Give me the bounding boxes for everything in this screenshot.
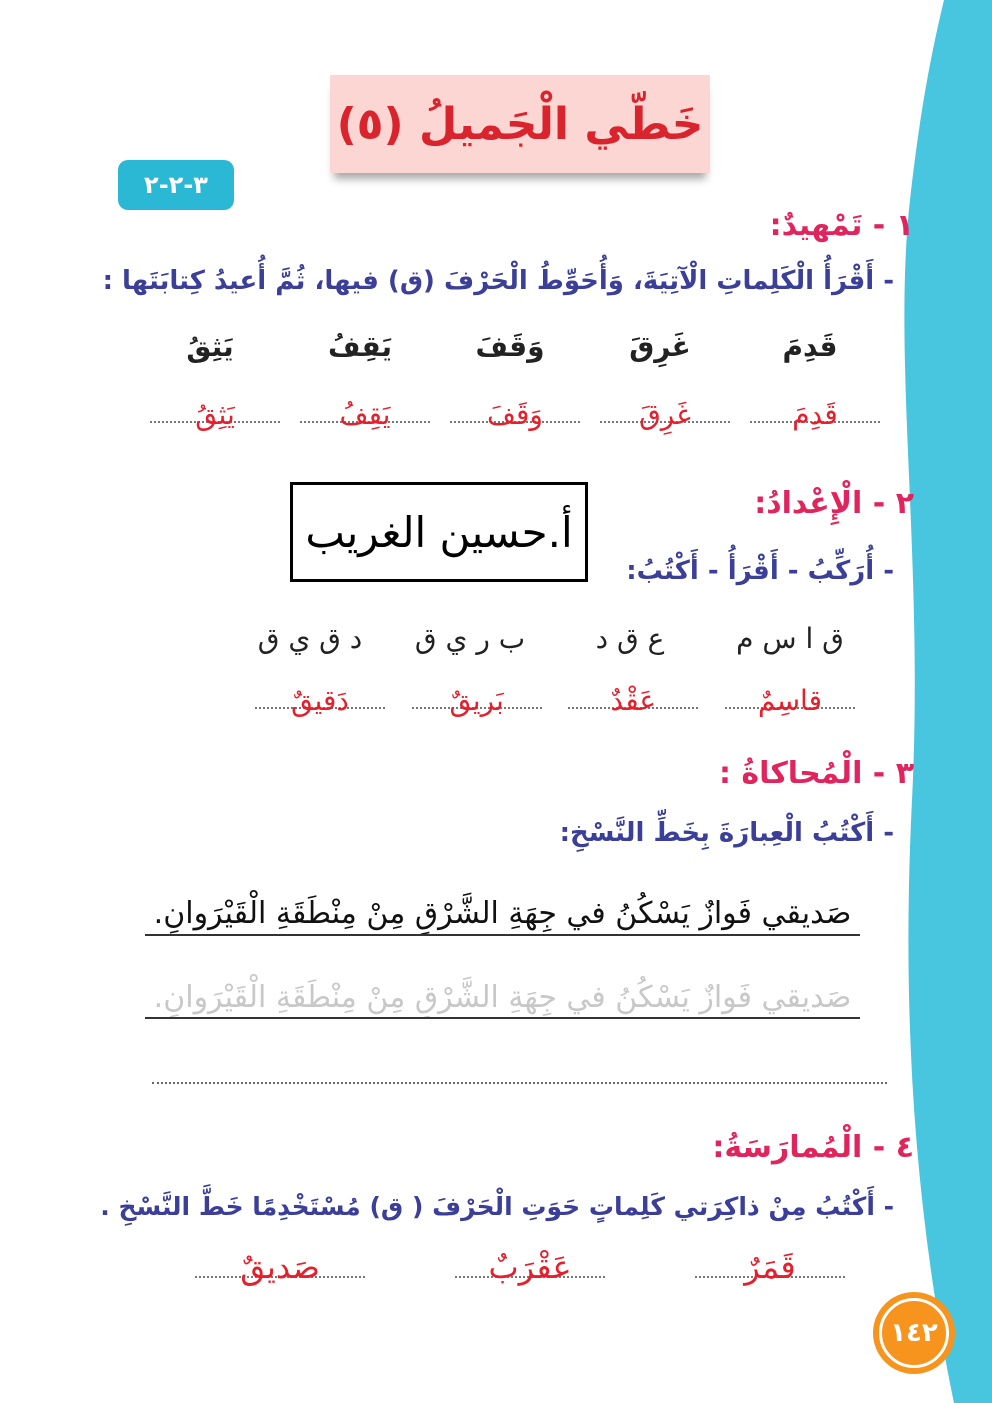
answer-item: قاسِمٌ bbox=[725, 684, 855, 717]
section1-answer-row bbox=[150, 398, 880, 431]
section4-answer-row bbox=[195, 1248, 845, 1286]
answer-item: دَقيقٌ bbox=[255, 684, 385, 717]
answer-item: عَقْرَبٌ bbox=[455, 1248, 605, 1286]
author-name-box bbox=[290, 482, 588, 582]
letters-item: ب ر ي ق bbox=[414, 622, 526, 655]
page-number-badge bbox=[873, 1292, 955, 1374]
author-name: أ.حسين الغريب bbox=[305, 507, 573, 557]
dotted-writing-line bbox=[152, 1082, 887, 1084]
answer-item: وَقَفَ bbox=[450, 398, 580, 431]
page-number: ١٤٢ bbox=[879, 1298, 949, 1368]
word-item: غَرِقَ bbox=[629, 330, 691, 363]
answer-item: يَقِفُ bbox=[300, 398, 430, 431]
writing-line bbox=[145, 934, 860, 936]
answer-item: قَدِمَ bbox=[750, 398, 880, 431]
lesson-badge: ٣-٢-٢ bbox=[118, 160, 234, 210]
section4-instruction: - أَكْتُبُ مِنْ ذاكِرَتي كَلِماتٍ حَوَتِ الْحَرْفَ ( ق) مُسْتَخْدِمًا خَطَّ النَّسْخِ . bbox=[100, 1192, 894, 1221]
word-item: يَثِقُ bbox=[186, 330, 234, 363]
letters-item: ق ا س م bbox=[736, 622, 844, 655]
letters-item: ع ق د bbox=[595, 622, 665, 655]
section2-answer-row bbox=[255, 684, 855, 717]
letters-item: د ق ي ق bbox=[257, 622, 363, 655]
model-sentence: صَديقي فَوازٌ يَسْكُنُ في جِهَةِ الشَّرْقِ مِنْ مِنْطَقَةِ الْقَيْرَوانِ. bbox=[153, 896, 852, 931]
answer-item: عَقْدٌ bbox=[568, 684, 698, 717]
section1-instruction: - أَقْرَأُ الْكَلِماتِ الْآتِيَةَ، وَأُحَوِّطُ الْحَرْفَ (ق) فيها، ثُمَّ أُعيدُ كِتابَتَها : bbox=[102, 266, 894, 296]
section2-instruction: - أُرَكِّبُ - أَقْرَأُ - أَكْتُبُ: bbox=[626, 556, 894, 586]
section2-heading: ٢ - الْإِعْدادُ: bbox=[754, 486, 914, 521]
page-title: خَطّي الْجَميلُ (٥) bbox=[336, 98, 704, 150]
answer-item: غَرِقَ bbox=[600, 398, 730, 431]
writing-line bbox=[145, 1017, 860, 1019]
section3-instruction: - أَكْتُبُ الْعِبارَةَ بِخَطِّ النَّسْخِ: bbox=[559, 818, 894, 848]
section1-heading: ١ - تَمْهيدٌ: bbox=[769, 208, 914, 243]
answer-item: قَمَرٌ bbox=[695, 1248, 845, 1286]
word-item: وَقَفَ bbox=[475, 330, 545, 363]
section4-heading: ٤ - الْمُمارَسَةُ: bbox=[712, 1130, 914, 1165]
section1-word-row bbox=[150, 330, 870, 363]
word-item: يَقِفُ bbox=[327, 330, 392, 363]
section3-heading: ٣ - الْمُحاكاةُ : bbox=[718, 756, 914, 791]
answer-item: يَثِقُ bbox=[150, 398, 280, 431]
faded-sentence: صَديقي فَوازٌ يَسْكُنُ في جِهَةِ الشَّرْقِ مِنْ مِنْطَقَةِ الْقَيْرَوانِ. bbox=[153, 980, 852, 1015]
answer-item: صَديقٌ bbox=[195, 1248, 365, 1286]
word-item: قَدِمَ bbox=[782, 330, 838, 363]
title-box bbox=[330, 75, 710, 173]
section2-letter-row bbox=[250, 622, 850, 655]
answer-item: بَريقٌ bbox=[412, 684, 542, 717]
